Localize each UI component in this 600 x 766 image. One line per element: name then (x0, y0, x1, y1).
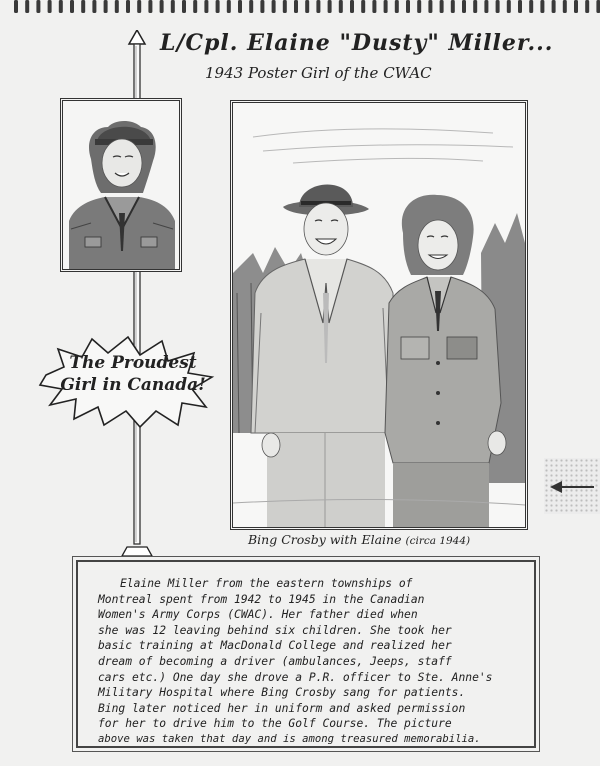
spiral-ring (395, 0, 399, 13)
spiral-ring (451, 0, 455, 13)
caption-date: (circa 1944) (405, 535, 471, 547)
spiral-binding-icon (0, 0, 600, 18)
badge-line-2: Girl in Canada! (60, 375, 206, 395)
spiral-ring (14, 0, 18, 13)
spiral-ring (384, 0, 388, 13)
spiral-ring (193, 0, 197, 13)
spiral-ring (440, 0, 444, 13)
spiral-ring (585, 0, 589, 13)
spiral-ring (540, 0, 544, 13)
portrait-sketch (60, 98, 182, 272)
spiral-ring (272, 0, 276, 13)
page-subtitle: 1943 Poster Girl of the CWAC (205, 64, 432, 82)
spiral-ring (115, 0, 119, 13)
spiral-ring (92, 0, 96, 13)
spiral-ring (507, 0, 511, 13)
story-text-box (76, 560, 536, 748)
spiral-ring (529, 0, 533, 13)
spiral-ring (305, 0, 309, 13)
spiral-ring (260, 0, 264, 13)
proudest-girl-badge (58, 352, 208, 396)
story-line: Military Hospital where Bing Crosby sang for patients. (98, 686, 466, 700)
spiral-ring (428, 0, 432, 13)
story-line: Bing later noticed her in uniform and asked permission (98, 701, 466, 715)
story-line: dream of becoming a driver (ambulances, Jeeps, staff (98, 654, 452, 668)
story-line: basic training at MacDonald College and realized her (98, 639, 452, 653)
spiral-ring (294, 0, 298, 13)
story-line: Montreal spent from 1942 to 1945 in the Canadian (98, 592, 425, 606)
spiral-ring (350, 0, 354, 13)
spiral-ring (238, 0, 242, 13)
spiral-ring (462, 0, 466, 13)
spiral-ring (182, 0, 186, 13)
photo-caption (248, 532, 538, 547)
page-tab[interactable] (544, 458, 600, 514)
story-line: she was 12 leaving behind six children. She took her (98, 623, 452, 637)
left-arrow-icon (548, 478, 596, 496)
spiral-ring (204, 0, 208, 13)
spiral-ring (417, 0, 421, 13)
spiral-ring (126, 0, 130, 13)
page-title: L/Cpl. Elaine "Dusty" Miller... (160, 30, 554, 56)
story-paragraph (98, 576, 522, 748)
spiral-ring (25, 0, 29, 13)
spiral-ring (406, 0, 410, 13)
spiral-ring (496, 0, 500, 13)
spiral-ring (227, 0, 231, 13)
spiral-ring (148, 0, 152, 13)
badge-line-1: The Proudest (69, 353, 197, 373)
spiral-ring (249, 0, 253, 13)
spiral-ring (160, 0, 164, 13)
spiral-ring (328, 0, 332, 13)
spiral-ring (574, 0, 578, 13)
spiral-ring (552, 0, 556, 13)
spiral-ring (70, 0, 74, 13)
spiral-ring (518, 0, 522, 13)
story-line: above was taken that day and is among treasured memorabilia. (98, 732, 481, 745)
story-line: cars etc.) One day she drove a P.R. officer to Ste. Anne's (98, 670, 493, 684)
spiral-ring (339, 0, 343, 13)
story-line: Women's Army Corps (CWAC). Her father died when (98, 608, 418, 622)
spiral-ring (563, 0, 567, 13)
spiral-ring (361, 0, 365, 13)
spiral-ring (484, 0, 488, 13)
spiral-ring (59, 0, 63, 13)
spiral-ring (372, 0, 376, 13)
spiral-ring (171, 0, 175, 13)
spiral-ring (36, 0, 40, 13)
spiral-ring (104, 0, 108, 13)
story-line: Elaine Miller from the eastern townships of (120, 577, 413, 590)
photo-sketch-bing-crosby-and-elaine (230, 100, 528, 530)
spiral-ring (316, 0, 320, 13)
story-line: for her to drive him to the Golf Course. The picture (98, 717, 452, 731)
spiral-ring (48, 0, 52, 13)
spiral-ring (216, 0, 220, 13)
spiral-ring (81, 0, 85, 13)
caption-text: Bing Crosby with Elaine (248, 532, 402, 547)
spiral-ring (596, 0, 600, 13)
spiral-ring (283, 0, 287, 13)
spiral-ring (473, 0, 477, 13)
spiral-ring (137, 0, 141, 13)
